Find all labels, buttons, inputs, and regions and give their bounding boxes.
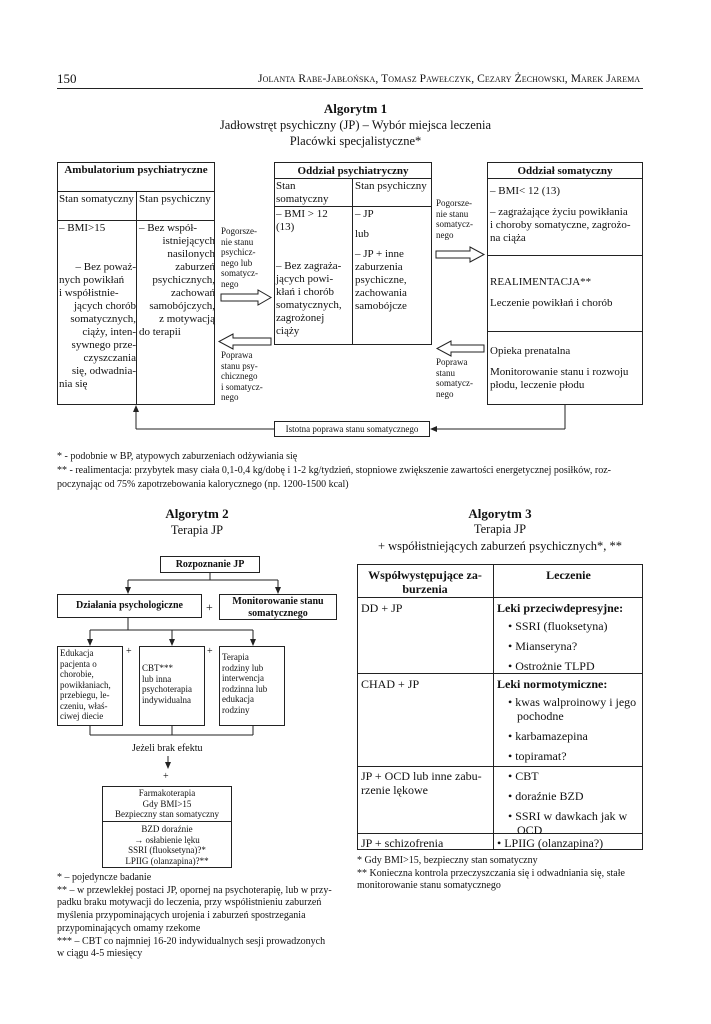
family-therapy-text: Terapia rodziny lub interwencja rodzinna lub edukacja rodziny xyxy=(222,652,268,715)
row-dd-disorder: DD + JP xyxy=(361,601,403,615)
plus-sign-3: + xyxy=(207,646,213,657)
psychiatric-ward-title: Oddział psychiatryczny xyxy=(297,165,409,177)
row-schizophrenia-disorder: JP + schizofrenia xyxy=(361,836,444,850)
row-chad-disorder: CHAD + JP xyxy=(361,677,420,691)
cbt-text: CBT*** lub inna psychoterapia indywidualna xyxy=(142,663,192,705)
arrow-psych-to-amb xyxy=(219,334,271,349)
header-rule xyxy=(57,88,643,89)
alg2-title: Algorytm 2 xyxy=(165,506,229,521)
plus-sign: + xyxy=(206,600,213,614)
arrow-psych-to-somatic xyxy=(436,247,484,262)
somatic-ward-title: Oddział somatyczny xyxy=(517,165,613,177)
plus-sign-2: + xyxy=(126,646,132,657)
arrow-worsening-label: Pogorsze- nie stanu psychicz- nego lub somatycz- nego xyxy=(221,226,258,289)
if-no-effect-label: Jeżeli brak efektu xyxy=(132,743,203,754)
alg3-footnotes: * Gdy BMI>15, bezpieczny stan somatyczny ** Konieczna kontrola przeczyszczania się i odwadniania się, stałe monitorowanie stanu somatycznego xyxy=(357,855,625,892)
psych-col2-text: – JP lub – JP + inne zaburzenia psychiczne, zachowania samobójcze xyxy=(355,208,407,312)
somatic-sec2: REALIMENTACJA** Leczenie powikłań i chorób xyxy=(490,276,613,309)
arrow-somatic-improvement-label: Poprawa stanu somatycz- nego xyxy=(436,357,473,399)
row-chad-items: • kwas walproinowy i jego pochodne • karbamazepina • topiramat? xyxy=(508,695,642,763)
alg2-footnotes: * – pojedyncze badanie ** – w przewlekłej postaci JP, opornej na psychoterapię, lub w przy- padku braku motywacji do leczenia, przy współistnieniu zaburzeń myślenia przypominających urojenia i zaburzeń spostrzegania przypominających omamy rzekome *** – CBT co najmniej 16-20 indywidualnych sesji prowadzonych w ciągu 4-5 miesięcy xyxy=(57,872,332,960)
alg1-subtitle-1: Jadłowstręt psychiczny (JP) – Wybór miejsca leczenia xyxy=(219,118,492,132)
amb-col1-head: Stan somatyczny xyxy=(59,193,134,205)
alg1-footnotes: * - podobnie w BP, atypowych zaburzeniach odżywiania się ** - realimentacja: przybytek masy ciała 0,1-0,4 kg/dobę i 1-2 kg/tydzień, stopniowe zwiększenie zawartości energetycznej posiłków, roz- poczynając od 75% zapotrzebowania kalorycznego (np. 1200-1500 kcal) xyxy=(57,451,611,490)
ambulatorium-title: Ambulatorium psychiatryczne xyxy=(64,164,208,176)
alg2-subtitle: Terapia JP xyxy=(170,523,224,537)
alg1-subtitle-2: Placówki specjalistyczne* xyxy=(289,134,422,148)
row-schizophrenia-items: • LPIIG (olanzapina?) xyxy=(497,836,603,850)
amb-col2-text: – Bez współ- istniejących nasilonych zaburzeń psychicznych, zachowań samobójczych, z motywacją do terapii xyxy=(139,222,215,338)
amb-col2-head: Stan psychiczny xyxy=(139,193,211,205)
somatic-sec1: – BMI< 12 (13) – zagrażające życiu powikłania i choroby somatyczne, zagrożo- na ciąża xyxy=(490,185,631,244)
pharmacotherapy-conditions: Farmakoterapia Gdy BMI>15 Bezpieczny stan somatyczny xyxy=(115,788,219,819)
somatic-sec3: Opieka prenatalna Monitorowanie stanu i rozwoju płodu, leczenie płodu xyxy=(490,345,629,391)
arrow-improvement-label: Poprawa stanu psy- chicznego i somatycz- nego xyxy=(221,350,263,402)
alg3-head-disorders: Współwystępujące za- burzenia xyxy=(368,568,482,596)
psych-col1-text: – BMI > 12 (13) – Bez zagraża- jących powi- kłań i chorób somatycznych, zagrożonej ciąży xyxy=(276,208,342,337)
psychological-actions-label: Działania psychologiczne xyxy=(76,600,183,611)
amb-col1-text: – BMI>15 – Bez poważ- nych powikłań i współistnie- jących chorób somatycznych, ciąży, inten- sywnego prze- czyszczania się, odwadnia- nia się xyxy=(59,222,136,390)
alg3-subtitle-1: Terapia JP xyxy=(473,522,527,536)
psych-col2-head: Stan psychiczny xyxy=(355,180,427,192)
psych-col1-head: Stan somatyczny xyxy=(276,180,329,205)
row-ocd-items: • CBT • doraźnie BZD • SSRI w dawkach jak w OCD xyxy=(508,769,642,837)
running-header-authors: Jolanta Rabe-Jabłońska, Tomasz Pawełczyk, Cezary Żechowski, Marek Jarema xyxy=(258,73,641,85)
row-chad-heading: Leki normotymiczne: xyxy=(497,677,608,691)
education-text: Edukacja pacjenta o chorobie, powikłaniach, przebiegu, le- czeniu, właś- ciwej diecie xyxy=(60,648,111,721)
page-number: 150 xyxy=(57,71,77,86)
row-dd-items: • SSRI (fluoksetyna) • Mianseryna? • Ostrożnie TLPD xyxy=(508,619,640,673)
arrow-somatic-worsening-label: Pogorsze- nie stanu somatycz- nego xyxy=(436,198,473,240)
plus-sign-4: + xyxy=(163,771,169,782)
arrow-somatic-to-psych xyxy=(437,341,484,356)
alg3-head-treatment: Leczenie xyxy=(546,568,591,582)
alg3-subtitle-2: + współistniejących zaburzeń psychicznych*, ** xyxy=(377,539,623,553)
alg3-title: Algorytm 3 xyxy=(468,506,532,521)
somatic-monitoring-label: Monitorowanie stanu somatycznego xyxy=(232,596,324,619)
pharmacotherapy-drugs: BZD doraźnie → osłabienie lęku SSRI (fluoksetyna)?* LPIIG (olanzapina)?** xyxy=(125,824,209,866)
arrow-amb-to-psych xyxy=(221,290,271,305)
significant-improvement-label: Istotna poprawa stanu somatycznego xyxy=(285,424,419,434)
alg1-title: Algorytm 1 xyxy=(323,101,388,116)
diagnosis-label: Rozpoznanie JP xyxy=(175,559,245,570)
row-ocd-disorder: JP + OCD lub inne zabu- rzenie lękowe xyxy=(361,769,482,797)
row-dd-heading: Leki przeciwdepresyjne: xyxy=(497,601,624,615)
